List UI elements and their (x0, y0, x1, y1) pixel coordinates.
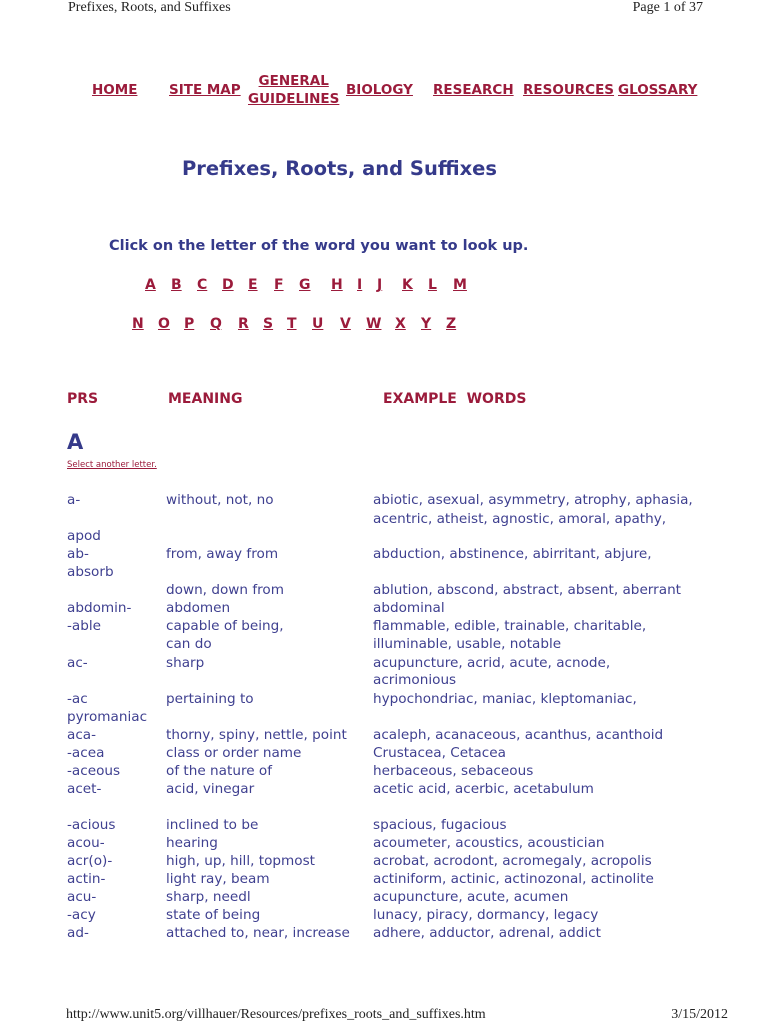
letter-link-l[interactable]: L (428, 277, 437, 293)
letter-link-y[interactable]: Y (421, 316, 432, 332)
letter-link-m[interactable]: M (453, 277, 467, 293)
entry-meaning: inclined to be (166, 817, 259, 833)
print-footer-url: http://www.unit5.org/villhauer/Resources/prefixes_roots_and_suffixes.htm (66, 1007, 486, 1022)
select-another-letter-link[interactable]: Select another letter. (67, 460, 157, 470)
nav-home-link[interactable]: HOME (92, 82, 138, 98)
entry-prefix: abdomin- (67, 600, 132, 616)
letter-link-b[interactable]: B (171, 277, 182, 293)
letter-link-x[interactable]: X (395, 316, 406, 332)
entry-examples: spacious, fugacious (373, 817, 507, 833)
letter-link-i[interactable]: I (357, 277, 363, 293)
entry-examples: abduction, abstinence, abirritant, abjure, (373, 546, 652, 562)
letter-link-u[interactable]: U (312, 316, 324, 332)
entry-prefix: acu- (67, 889, 97, 905)
entry-prefix: -acea (67, 745, 105, 761)
entry-meaning: sharp (166, 655, 205, 671)
entry-prefix: a- (67, 492, 81, 508)
letter-link-s[interactable]: S (263, 316, 274, 332)
entry-examples: acentric, atheist, agnostic, amoral, apathy, (373, 511, 667, 527)
entry-prefix: acou- (67, 835, 105, 851)
letter-link-t[interactable]: T (287, 316, 297, 332)
entry-examples: acetic acid, acerbic, acetabulum (373, 781, 594, 797)
letter-link-e[interactable]: E (248, 277, 258, 293)
entry-meaning: pertaining to (166, 691, 254, 707)
entry-prefix: aca- (67, 727, 97, 743)
column-header-meaning: MEANING (168, 391, 243, 407)
entry-meaning: high, up, hill, topmost (166, 853, 316, 869)
letter-link-a[interactable]: A (145, 277, 156, 293)
entry-meaning: without, not, no (166, 492, 274, 508)
entry-prefix: apod (67, 528, 101, 544)
main-nav (0, 72, 768, 112)
letter-link-r[interactable]: R (238, 316, 249, 332)
print-footer-date: 3/15/2012 (671, 1007, 728, 1022)
entry-meaning: light ray, beam (166, 871, 270, 887)
letter-link-q[interactable]: Q (210, 316, 222, 332)
entry-meaning: from, away from (166, 546, 279, 562)
entry-examples: herbaceous, sebaceous (373, 763, 534, 779)
entry-prefix: -acy (67, 907, 96, 923)
letter-link-j[interactable]: J (377, 277, 383, 293)
letter-link-f[interactable]: F (274, 277, 284, 293)
nav-biology-link[interactable]: BIOLOGY (346, 82, 413, 98)
letter-link-p[interactable]: P (184, 316, 195, 332)
entry-examples: acaleph, acanaceous, acanthus, acanthoid (373, 727, 664, 743)
section-letter-heading: A (67, 430, 84, 454)
print-header-title: Prefixes, Roots, and Suffixes (68, 0, 231, 15)
entry-examples: hypochondriac, maniac, kleptomaniac, (373, 691, 637, 707)
entry-prefix: actin- (67, 871, 106, 887)
entry-meaning: class or order name (166, 745, 302, 761)
entry-meaning: abdomen (166, 600, 231, 616)
nav-guidelines-label: GUIDELINES (248, 91, 340, 107)
entry-examples: acoumeter, acoustics, acoustician (373, 835, 605, 851)
entry-prefix: absorb (67, 564, 114, 580)
letter-link-h[interactable]: H (331, 277, 343, 293)
nav-site-map-link[interactable]: SITE MAP (169, 82, 241, 98)
entry-examples: acrobat, acrodont, acromegaly, acropolis (373, 853, 652, 869)
entry-prefix: acr(o)- (67, 853, 113, 869)
letter-link-n[interactable]: N (132, 316, 144, 332)
entry-examples: illuminable, usable, notable (373, 636, 562, 652)
nav-resources-link[interactable]: RESOURCES (523, 82, 615, 98)
entry-prefix: acet- (67, 781, 102, 797)
entry-examples: abiotic, asexual, asymmetry, atrophy, aphasia, (373, 492, 693, 508)
entry-prefix: ad- (67, 925, 89, 941)
entry-examples: acupuncture, acute, acumen (373, 889, 569, 905)
letter-link-c[interactable]: C (197, 277, 208, 293)
entry-meaning: can do (166, 636, 212, 652)
entry-examples: actiniform, actinic, actinozonal, actinolite (373, 871, 654, 887)
entry-examples: adhere, adductor, adrenal, addict (373, 925, 601, 941)
entry-examples: lunacy, piracy, dormancy, legacy (373, 907, 599, 923)
entry-meaning: thorny, spiny, nettle, point (166, 727, 347, 743)
entry-examples: acrimonious (373, 672, 457, 688)
nav-general-label: GENERAL (258, 73, 329, 89)
letter-link-w[interactable]: W (366, 316, 382, 332)
entry-meaning: acid, vinegar (166, 781, 255, 797)
letter-link-g[interactable]: G (299, 277, 311, 293)
letter-link-v[interactable]: V (340, 316, 351, 332)
entry-prefix: ab- (67, 546, 89, 562)
entry-examples: abdominal (373, 600, 445, 616)
letter-link-k[interactable]: K (402, 277, 413, 293)
entry-examples: ablution, abscond, abstract, absent, aberrant (373, 582, 682, 598)
page-title: Prefixes, Roots, and Suffixes (182, 157, 497, 180)
entry-examples: flammable, edible, trainable, charitable, (373, 618, 647, 634)
letter-link-d[interactable]: D (222, 277, 234, 293)
nav-general-guidelines-link[interactable] (248, 72, 339, 108)
entry-prefix: -able (67, 618, 102, 634)
instruction-text: Click on the letter of the word you want to look up. (109, 238, 529, 254)
entry-examples: Crustacea, Cetacea (373, 745, 506, 761)
letter-link-z[interactable]: Z (446, 316, 457, 332)
entry-prefix: ac- (67, 655, 88, 671)
entry-meaning: capable of being, (166, 618, 284, 634)
nav-research-link[interactable]: RESEARCH (433, 82, 514, 98)
entry-meaning: down, down from (166, 582, 284, 598)
nav-glossary-link[interactable]: GLOSSARY (618, 82, 698, 98)
entry-meaning: sharp, needl (166, 889, 251, 905)
column-header-prs: PRS (67, 391, 99, 407)
entry-meaning: hearing (166, 835, 218, 851)
entry-prefix: -acious (67, 817, 116, 833)
print-header-page: Page 1 of 37 (632, 0, 703, 15)
entry-meaning: of the nature of (166, 763, 273, 779)
letter-link-o[interactable]: O (158, 316, 170, 332)
entry-meaning: state of being (166, 907, 261, 923)
entry-prefix: -aceous (67, 763, 121, 779)
entry-examples: acupuncture, acrid, acute, acnode, (373, 655, 611, 671)
entry-prefix: -ac (67, 691, 88, 707)
entry-meaning: attached to, near, increase (166, 925, 350, 941)
column-header-examples: EXAMPLE WORDS (383, 391, 527, 407)
entry-prefix: pyromaniac (67, 709, 148, 725)
